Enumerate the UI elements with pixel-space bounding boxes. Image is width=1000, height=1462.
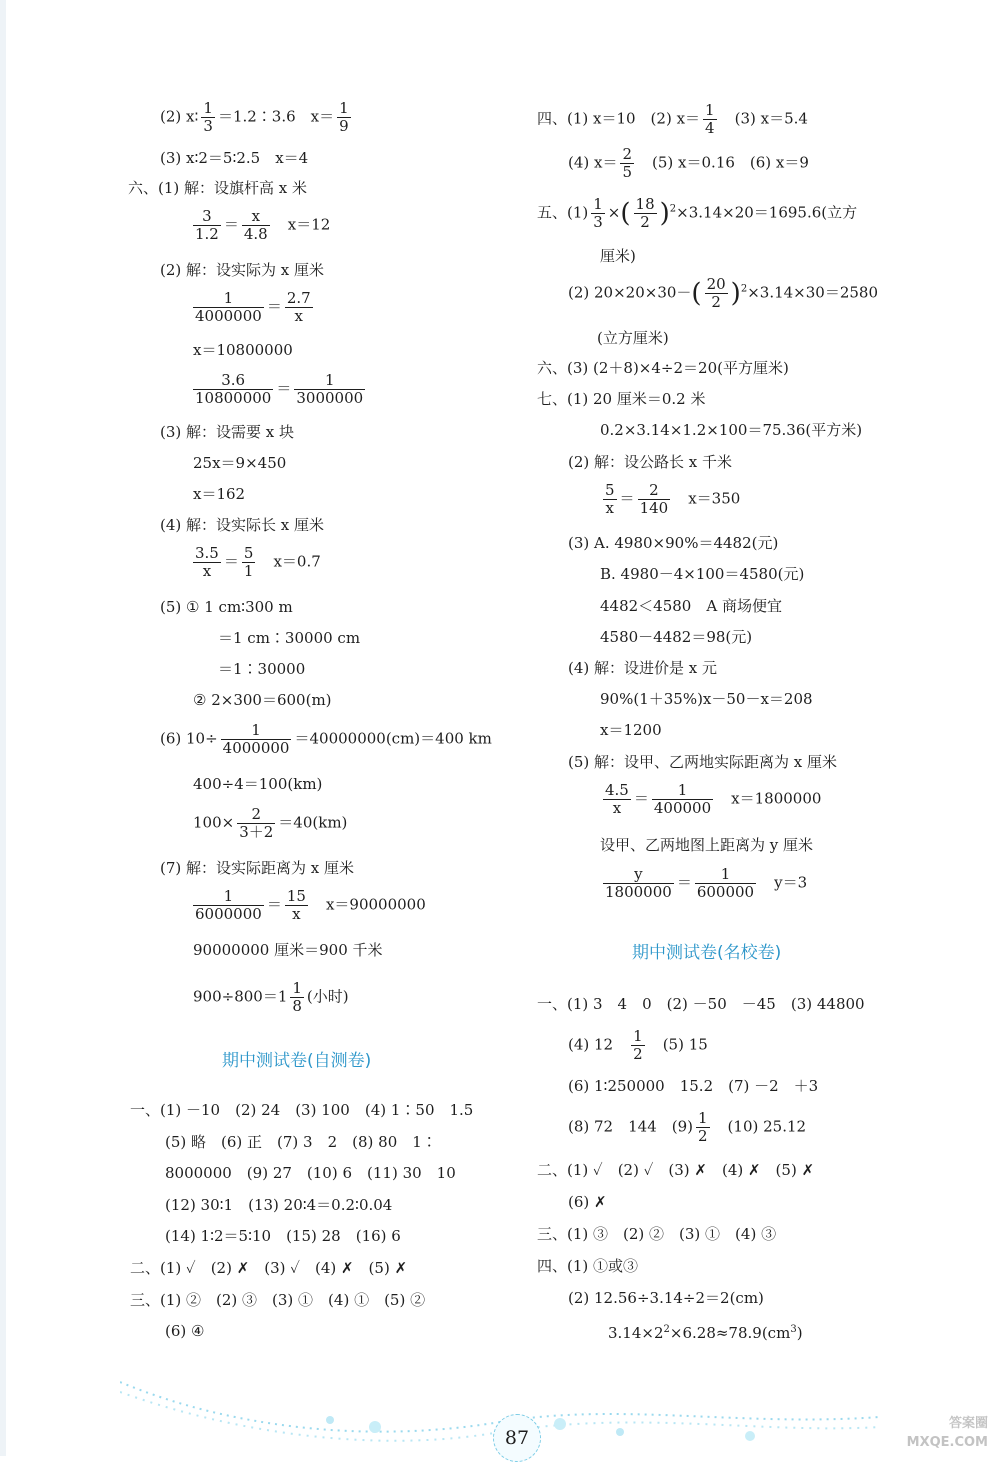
answer-line: (立方厘米) <box>597 329 669 347</box>
answer-line: (7) 解：设实际距离为 x 厘米 <box>160 859 355 877</box>
answer-line: 二、(1) ✓ (2) ✓ (3) ✗ (4) ✗ (5) ✗ <box>537 1161 815 1179</box>
section-heading: 期中测试卷(自测卷) <box>222 1051 372 1071</box>
answer-line: ② 2×300＝600(m) <box>193 691 332 709</box>
fraction: $\frac{1}{8}$ <box>292 979 302 1015</box>
answer-line: x＝10800000 <box>193 341 293 359</box>
answer-line: $\frac{y}{1800000}$ ＝ $\frac{1}{600000}$ y＝3 <box>605 865 808 901</box>
answer-line: 900÷800＝1 $\frac{1}{8}$ (小时) <box>193 979 349 1015</box>
fraction: $\frac{2}{140}$ <box>639 481 669 517</box>
answer-line: 一、(1) －10 (2) 24 (3) 100 (4) 1∶50 1.5 <box>130 1101 474 1119</box>
answer-line: (6) 10÷ $\frac{1}{4000000}$ ＝40000000(cm)＝400 km <box>160 721 492 757</box>
answer-line: (8) 72 144 (9) $\frac{1}{2}$ (10) 25.12 <box>568 1109 807 1145</box>
answer-line: (5) ① 1 cm∶300 m <box>160 598 293 616</box>
answer-line: $\frac{1}{6000000}$ ＝ $\frac{15}{x}$ x＝90000000 <box>195 887 426 923</box>
answer-line: 二、(1) ✓ (2) ✗ (3) ✓ (4) ✗ (5) ✗ <box>130 1259 408 1277</box>
fraction: $\frac{15}{x}$ <box>286 887 306 923</box>
answer-line: 四、(1) ①或③ <box>537 1257 639 1275</box>
fraction: $\frac{x}{4.8}$ <box>243 207 268 243</box>
fraction: $\frac{3}{1.2}$ <box>195 207 219 243</box>
fraction: $\frac{2.7}{x}$ <box>286 289 311 325</box>
answer-line: 90000000 厘米＝900 千米 <box>193 941 383 959</box>
answer-line: (6) ④ <box>165 1322 205 1340</box>
fraction: $\frac{1}{9}$ <box>339 99 349 135</box>
answer-line: (2) 解：设实际为 x 厘米 <box>160 261 325 279</box>
answer-line: ＝1∶30000 <box>218 660 306 678</box>
page-number: 87 <box>493 1414 541 1462</box>
answer-line: 400÷4＝100(km) <box>193 775 323 793</box>
answer-line: 厘米) <box>600 247 636 265</box>
fraction: $\frac{1}{2}$ <box>697 1109 708 1145</box>
fraction: $\frac{1}{4000000}$ <box>222 721 290 757</box>
answer-line: (14) 1∶2＝5∶10 (15) 28 (16) 6 <box>165 1227 401 1245</box>
answer-line: 90%(1＋35%)x－50－x＝208 <box>600 690 813 708</box>
answer-line: 一、(1) 3 4 0 (2) －50 －45 (3) 44800 <box>537 995 865 1013</box>
answer-line: $3.14\times 2^2\times 6.28\approx 78.9(cm^3)$ <box>608 1324 803 1342</box>
fraction: $\frac{y}{1800000}$ <box>605 865 672 901</box>
fraction: $\frac{1}{3}$ <box>203 99 213 135</box>
answer-line: 六、(1) 解：设旗杆高 x 米 <box>128 179 308 197</box>
answer-line: (12) 30∶1 (13) 20∶4＝0.2∶0.04 <box>165 1196 393 1214</box>
fraction: $\frac{5}{x}$ <box>605 481 615 517</box>
answer-line: 六、(3) (2＋8)×4÷2＝20(平方厘米) <box>537 359 789 377</box>
answer-line: B. 4980－4×100＝4580(元) <box>600 565 805 583</box>
answer-line: $\frac{3}{1.2}$ ＝ $\frac{x}{4.8}$ x＝12 <box>195 207 331 243</box>
answer-line: (2) 20×20×30－( $\frac{20}{2}$ )$^2$×3.14×30＝2580 <box>568 275 878 311</box>
answer-line: (2) x∶ $\frac{1}{3}$ ＝1.2∶3.6 x＝ $\frac{1}{9}$ <box>160 99 349 135</box>
answer-line: (3) 解：设需要 x 块 <box>160 423 295 441</box>
fraction: $\frac{1}{3}$ <box>593 195 603 231</box>
answer-line: 25x＝9×450 <box>193 454 287 472</box>
fraction: $\frac{1}{600000}$ <box>696 865 755 901</box>
fraction: $\frac{1}{2}$ <box>633 1027 643 1063</box>
answer-line: (3) x∶2＝5∶2.5 x＝4 <box>160 149 309 167</box>
answer-line: (5) 解：设甲、乙两地实际距离为 x 厘米 <box>568 753 838 771</box>
answer-line: ＝1 cm∶30000 cm <box>218 629 361 647</box>
answer-line: 四、(1) x＝10 (2) x＝ $\frac{1}{4}$ (3) x＝5.4 <box>537 101 808 137</box>
fraction: $\frac{2}{3+2}$ <box>239 805 274 841</box>
answer-line: 0.2×3.14×1.2×100＝75.36(平方米) <box>600 421 863 439</box>
fraction: $\frac{18}{2}$ <box>635 195 655 231</box>
answer-line: (4) 12 $\frac{1}{2}$ (5) 15 <box>568 1027 708 1063</box>
answer-line: (2) 12.56÷3.14÷2＝2(cm) <box>568 1289 764 1307</box>
answer-line: $\frac{5}{x}$ ＝ $\frac{2}{140}$ x＝350 <box>605 481 741 517</box>
answer-line: (3) A. 4980×90%＝4482(元) <box>568 534 779 552</box>
fraction: $\frac{1}{400000}$ <box>653 781 712 817</box>
fraction: $\frac{1}{4}$ <box>705 101 715 137</box>
answer-line: (6) ✗ <box>568 1193 607 1211</box>
fraction: $\frac{5}{1}$ <box>243 544 254 580</box>
page-edge <box>0 0 6 1456</box>
answer-line: $\frac{4.5}{x}$ ＝ $\frac{1}{400000}$ x＝1800000 <box>605 781 822 817</box>
fraction: $\frac{2}{5}$ <box>622 145 633 181</box>
answer-line: (5) 略 (6) 正 (7) 3 2 (8) 80 1∶ <box>165 1133 437 1151</box>
fraction: $\frac{3.6}{10800000}$ <box>195 371 272 407</box>
answer-line: $\frac{3.6}{10800000}$ ＝ $\frac{1}{3000000}$ <box>195 371 364 407</box>
answer-line: $\frac{1}{4000000}$ ＝ $\frac{2.7}{x}$ <box>195 289 311 325</box>
answer-line: 4482＜4580 A 商场便宜 <box>600 597 782 615</box>
answer-line: (6) 1∶250000 15.2 (7) －2 ＋3 <box>568 1077 819 1095</box>
site-watermark: 答案圈 MXQE.COM <box>906 1416 988 1450</box>
fraction: $\frac{20}{2}$ <box>706 275 726 311</box>
fraction: $\frac{1}{6000000}$ <box>195 887 262 923</box>
fraction: $\frac{3.5}{x}$ <box>195 544 219 580</box>
answer-line: 三、(1) ③ (2) ② (3) ① (4) ③ <box>537 1225 777 1243</box>
answer-line: 五、(1) $\frac{1}{3}$ ×( $\frac{18}{2}$ )$^2$×3.14×20＝1695.6(立方 <box>537 195 858 231</box>
answer-line: (4) 解：设实际长 x 厘米 <box>160 516 325 534</box>
answer-line: 三、(1) ② (2) ③ (3) ① (4) ① (5) ② <box>130 1291 426 1309</box>
answer-line: 七、(1) 20 厘米＝0.2 米 <box>537 390 706 408</box>
fraction: $\frac{4.5}{x}$ <box>605 781 629 817</box>
answer-line: 100× $\frac{2}{3+2}$ ＝40(km) <box>193 805 348 841</box>
answer-line: (2) 解：设公路长 x 千米 <box>568 453 733 471</box>
answer-line: x＝162 <box>193 485 246 503</box>
fraction: $\frac{1}{4000000}$ <box>195 289 262 325</box>
answer-line: 4580－4482＝98(元) <box>600 628 753 646</box>
section-heading: 期中测试卷(名校卷) <box>632 943 782 963</box>
answer-line: x＝1200 <box>600 721 662 739</box>
answer-line: (4) 解：设进价是 x 元 <box>568 659 718 677</box>
answer-line: $\frac{3.5}{x}$ ＝ $\frac{5}{1}$ x＝0.7 <box>195 544 321 580</box>
answer-line: 8000000 (9) 27 (10) 6 (11) 30 10 <box>165 1164 456 1182</box>
fraction: $\frac{1}{3000000}$ <box>296 371 364 407</box>
answer-line: (4) x＝ $\frac{2}{5}$ (5) x＝0.16 (6) x＝9 <box>568 145 809 181</box>
answer-line: 设甲、乙两地图上距离为 y 厘米 <box>600 836 814 854</box>
